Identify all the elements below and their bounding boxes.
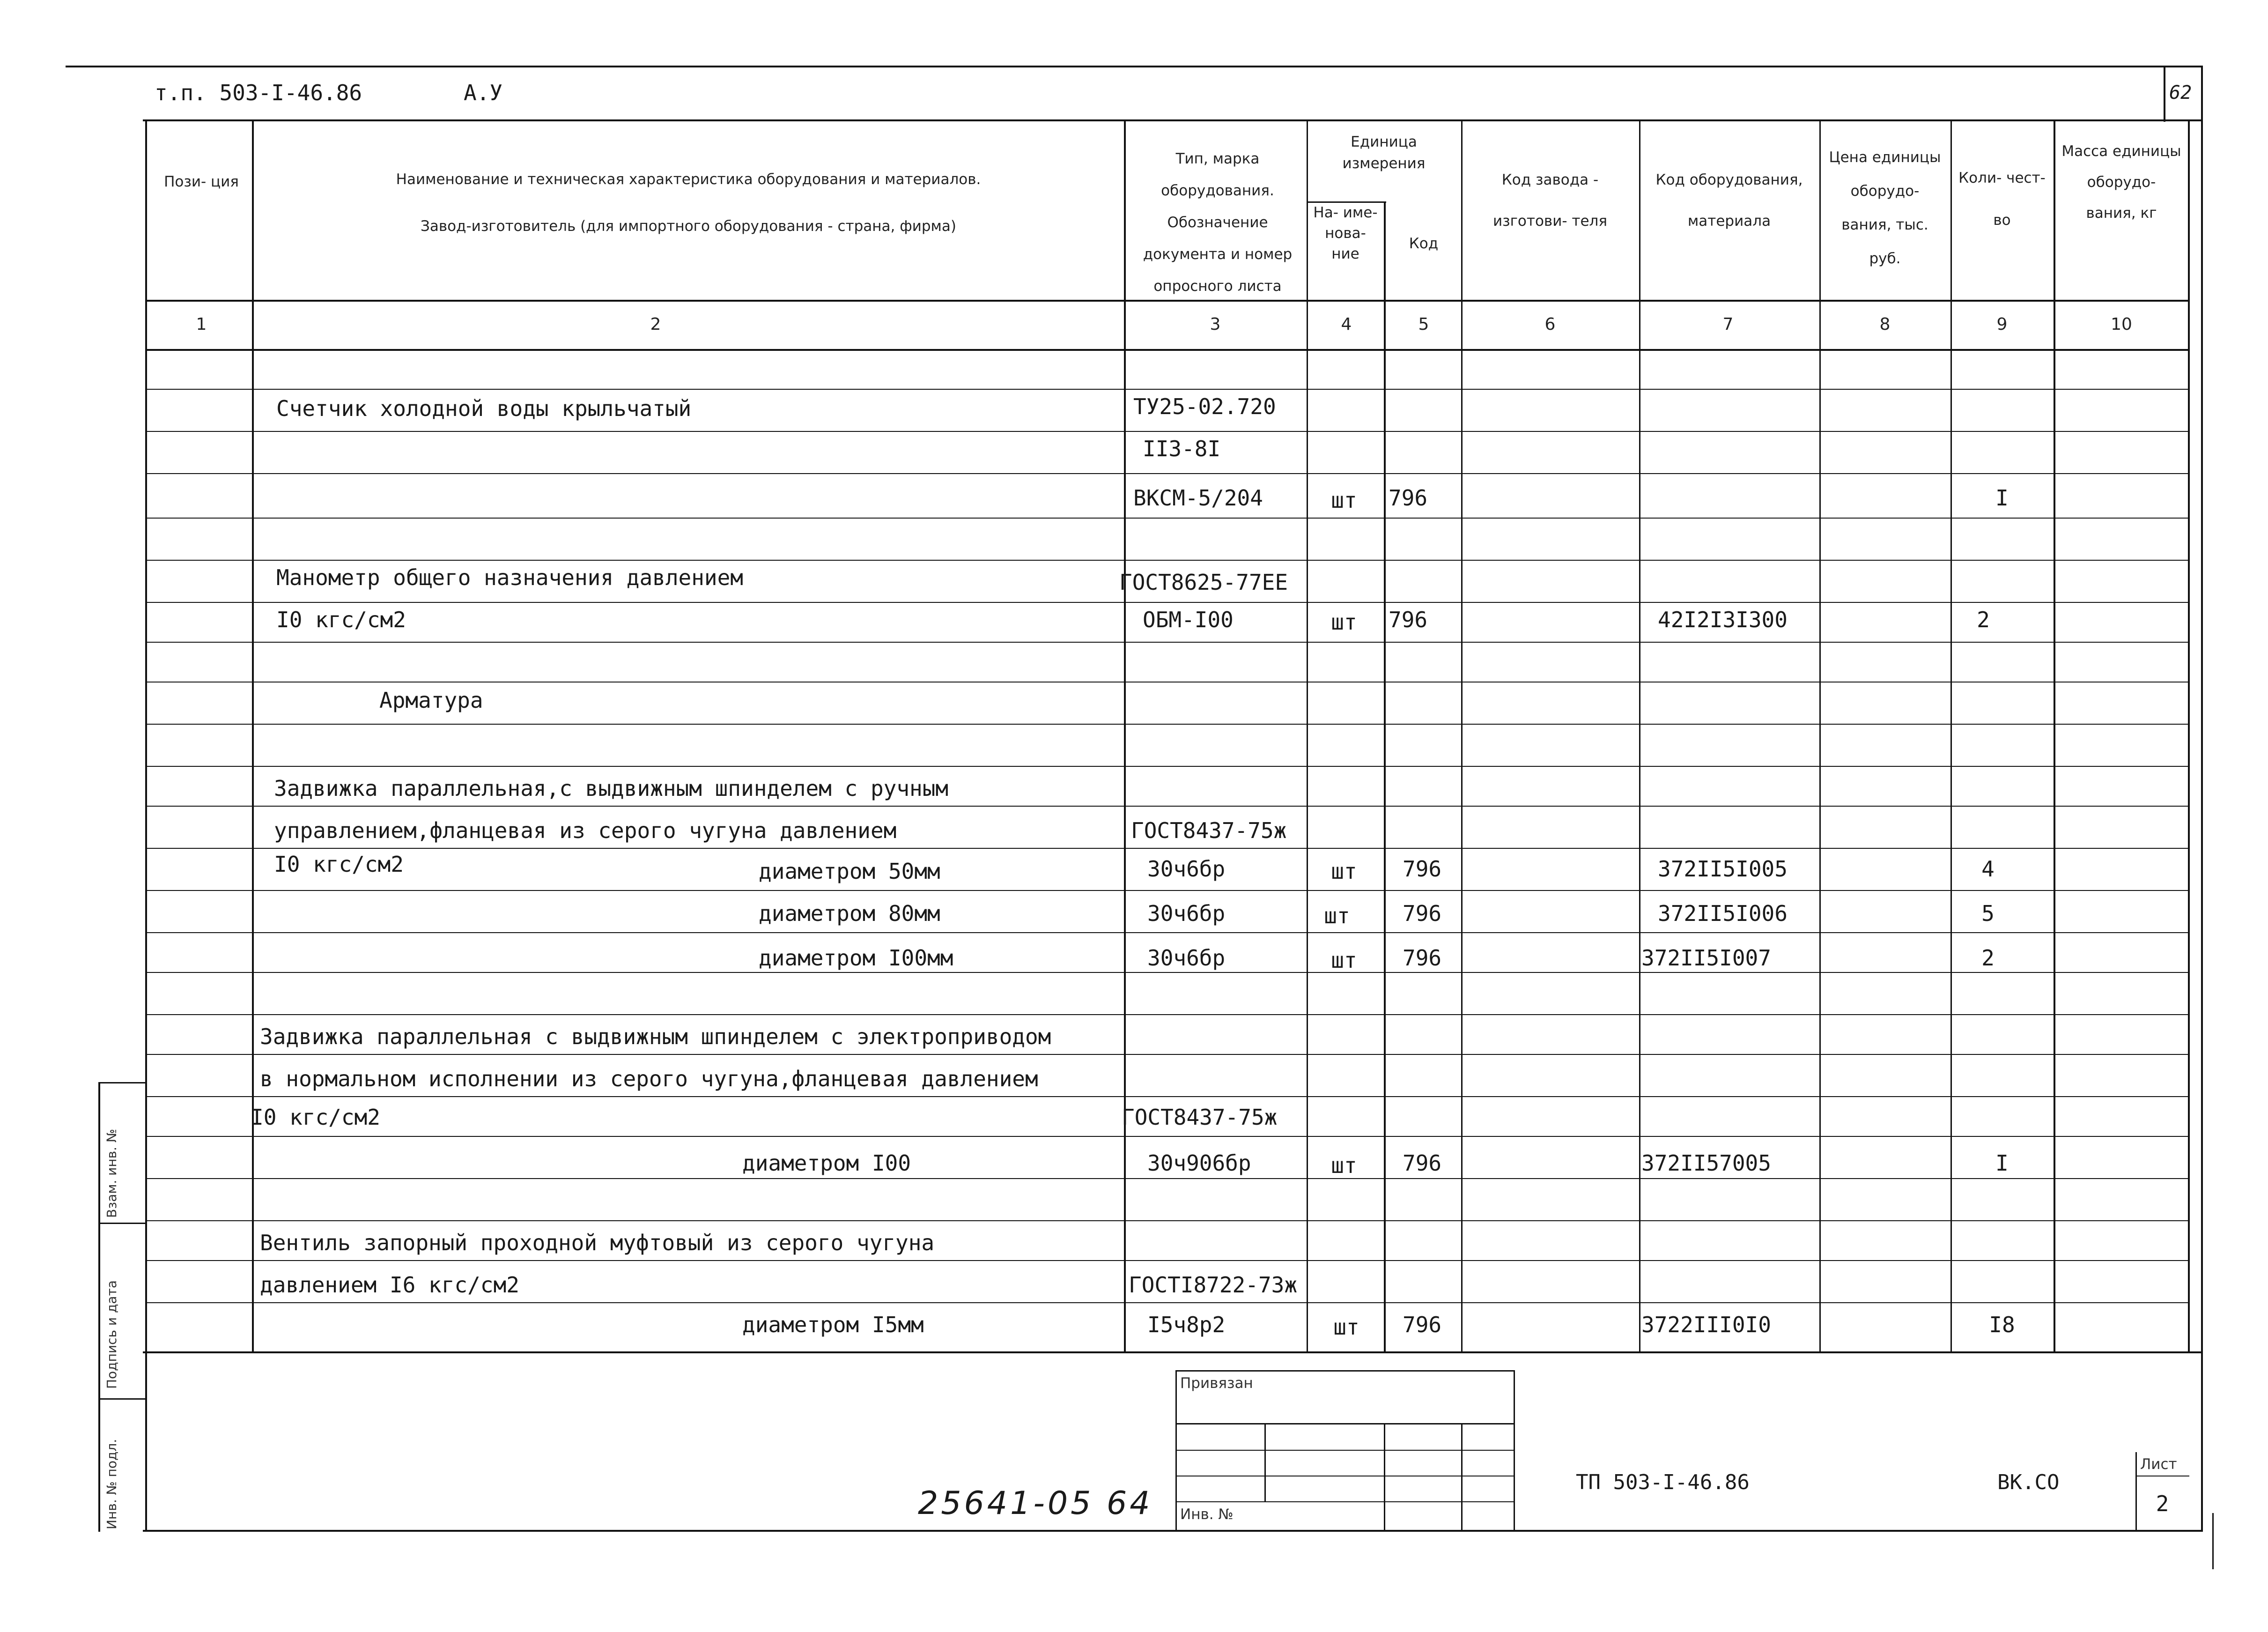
item-material-code: 42I2I3I300	[1658, 607, 1788, 632]
side-original-inventory: Инв. № подл.	[104, 1439, 119, 1529]
item-type: I5ч8р2	[1147, 1312, 1226, 1337]
item-unit-code: 796	[1403, 945, 1442, 971]
col-number: 9	[1996, 315, 2008, 334]
header-unit: Единица измерения	[1342, 134, 1426, 172]
header-position: Пози- ция	[164, 173, 239, 190]
item-unit-code: 796	[1403, 1312, 1442, 1337]
stamp-mark: ВК.СО	[1997, 1470, 2060, 1494]
stamp-sheet-label: Лист	[2140, 1456, 2177, 1473]
item-type: 30ч6бр	[1147, 945, 1226, 971]
col-number: 4	[1341, 315, 1352, 334]
item-name: Задвижка параллельная с выдвижным шпинделем с электроприводом	[260, 1024, 1051, 1049]
item-type: ГОСТI8722-73ж	[1129, 1272, 1298, 1298]
item-unit: шт	[1331, 609, 1357, 635]
header-name: Наименование и техническая характеристика оборудования и материалов.	[396, 171, 981, 188]
item-subtype: диаметром I5мм	[742, 1312, 924, 1337]
item-subtype: диаметром 50мм	[759, 859, 940, 884]
header-unit-code: Код	[1409, 235, 1439, 252]
item-quantity: 5	[1981, 901, 1995, 926]
item-unit-code: 796	[1403, 856, 1442, 882]
item-name: управлением,фланцевая из серого чугуна давлением	[274, 818, 897, 843]
item-type: ВКСМ-5/204	[1133, 485, 1263, 511]
stamp-inventory-label: Инв. №	[1180, 1506, 1234, 1523]
stamp-designation: ТП 503-I-46.86	[1576, 1470, 1750, 1494]
header-manufacturer: Завод-изготовитель (для импортного оборудования - страна, фирма)	[420, 218, 957, 235]
item-type: 30ч6бр	[1147, 856, 1226, 882]
item-quantity: I	[1995, 1150, 2009, 1176]
item-unit-code: 796	[1403, 901, 1442, 926]
item-name: Вентиль запорный проходной муфтовый из серого чугуна	[260, 1230, 935, 1255]
album-label: А.У	[464, 80, 503, 105]
item-quantity: 2	[1981, 945, 1995, 971]
item-name: давлением I6 кгс/см2	[260, 1272, 519, 1298]
item-unit: шт	[1331, 859, 1357, 884]
header-unit-name: На- име- нова- ние	[1313, 204, 1378, 262]
item-quantity: I	[1995, 485, 2009, 511]
item-name: в нормальном исполнении из серого чугуна,фланцевая давлением	[260, 1066, 1038, 1091]
item-name: Задвижка параллельная,с выдвижным шпинделем с ручным	[274, 776, 949, 801]
item-name: Манометр общего назначения давлением	[276, 565, 743, 590]
page-number: 62	[2169, 82, 2192, 104]
item-material-code: 372II57005	[1641, 1150, 1771, 1176]
item-type: II3-8I	[1143, 436, 1221, 461]
item-material-code: 372II5I007	[1641, 945, 1771, 971]
col-number: 1	[196, 315, 207, 334]
col-number: 5	[1418, 315, 1429, 334]
item-name: Счетчик холодной воды крыльчатый	[276, 396, 692, 421]
stamp-sheet-number: 2	[2156, 1491, 2169, 1516]
col-number: 8	[1879, 315, 1891, 334]
header-price: Цена единицы оборудо- вания, тыс. руб.	[1829, 149, 1941, 267]
document-reference: т.п. 503-I-46.86	[155, 80, 362, 105]
stamp-attached-label: Привязан	[1180, 1375, 1253, 1392]
item-unit: шт	[1331, 1153, 1357, 1178]
col-number: 10	[2111, 315, 2132, 334]
item-type: ГОСТ8437-75ж	[1122, 1105, 1278, 1130]
item-name: I0 кгс/см2	[276, 607, 406, 632]
col-number: 3	[1210, 315, 1221, 334]
item-unit: шт	[1331, 488, 1357, 513]
header-quantity: Коли- чест- во	[1958, 170, 2046, 229]
item-unit: шт	[1333, 1314, 1359, 1340]
handwritten-number: 25641-05 64	[918, 1485, 1153, 1522]
item-type: ГОСТ8437-75ж	[1131, 818, 1287, 843]
header-material-code: Код оборудования, материала	[1655, 171, 1803, 230]
item-type: ГОСТ8625-77ЕЕ	[1119, 570, 1288, 595]
col-number: 2	[650, 315, 661, 334]
item-quantity: I8	[1989, 1312, 2015, 1337]
side-replacement-inventory: Взам. инв. №	[104, 1128, 119, 1218]
item-unit: шт	[1331, 948, 1357, 973]
item-name: I0 кгс/см2	[274, 852, 404, 877]
header-mass: Масса единицы оборудо- вания, кг	[2061, 143, 2181, 222]
item-material-code: 3722III0I0	[1641, 1312, 1771, 1337]
item-unit-code: 796	[1389, 607, 1428, 632]
item-unit-code: 796	[1403, 1150, 1442, 1176]
item-subtype: диаметром I00мм	[759, 945, 953, 971]
item-type: ТУ25-02.720	[1133, 394, 1276, 419]
header-factory-code: Код завода - изготови- теля	[1493, 171, 1607, 230]
item-quantity: 4	[1981, 856, 1995, 882]
item-subtype: диаметром I00	[742, 1150, 911, 1176]
col-number: 7	[1722, 315, 1734, 334]
side-signature-date: Подпись и дата	[104, 1280, 119, 1389]
item-material-code: 372II5I005	[1658, 856, 1788, 882]
item-quantity: 2	[1977, 607, 1990, 632]
item-name: I0 кгс/см2	[251, 1105, 380, 1130]
item-type: ОБМ-I00	[1143, 607, 1234, 632]
item-type: 30ч906бр	[1147, 1150, 1251, 1176]
item-unit: шт	[1324, 903, 1350, 928]
item-type: 30ч6бр	[1147, 901, 1226, 926]
item-subtype: диаметром 80мм	[759, 901, 940, 926]
header-type: Тип, марка оборудования. Обозначение документа и номер опросного листа	[1143, 150, 1293, 295]
item-unit-code: 796	[1389, 485, 1428, 511]
col-number: 6	[1544, 315, 1556, 334]
section-title: Арматура	[379, 688, 483, 713]
item-material-code: 372II5I006	[1658, 901, 1788, 926]
